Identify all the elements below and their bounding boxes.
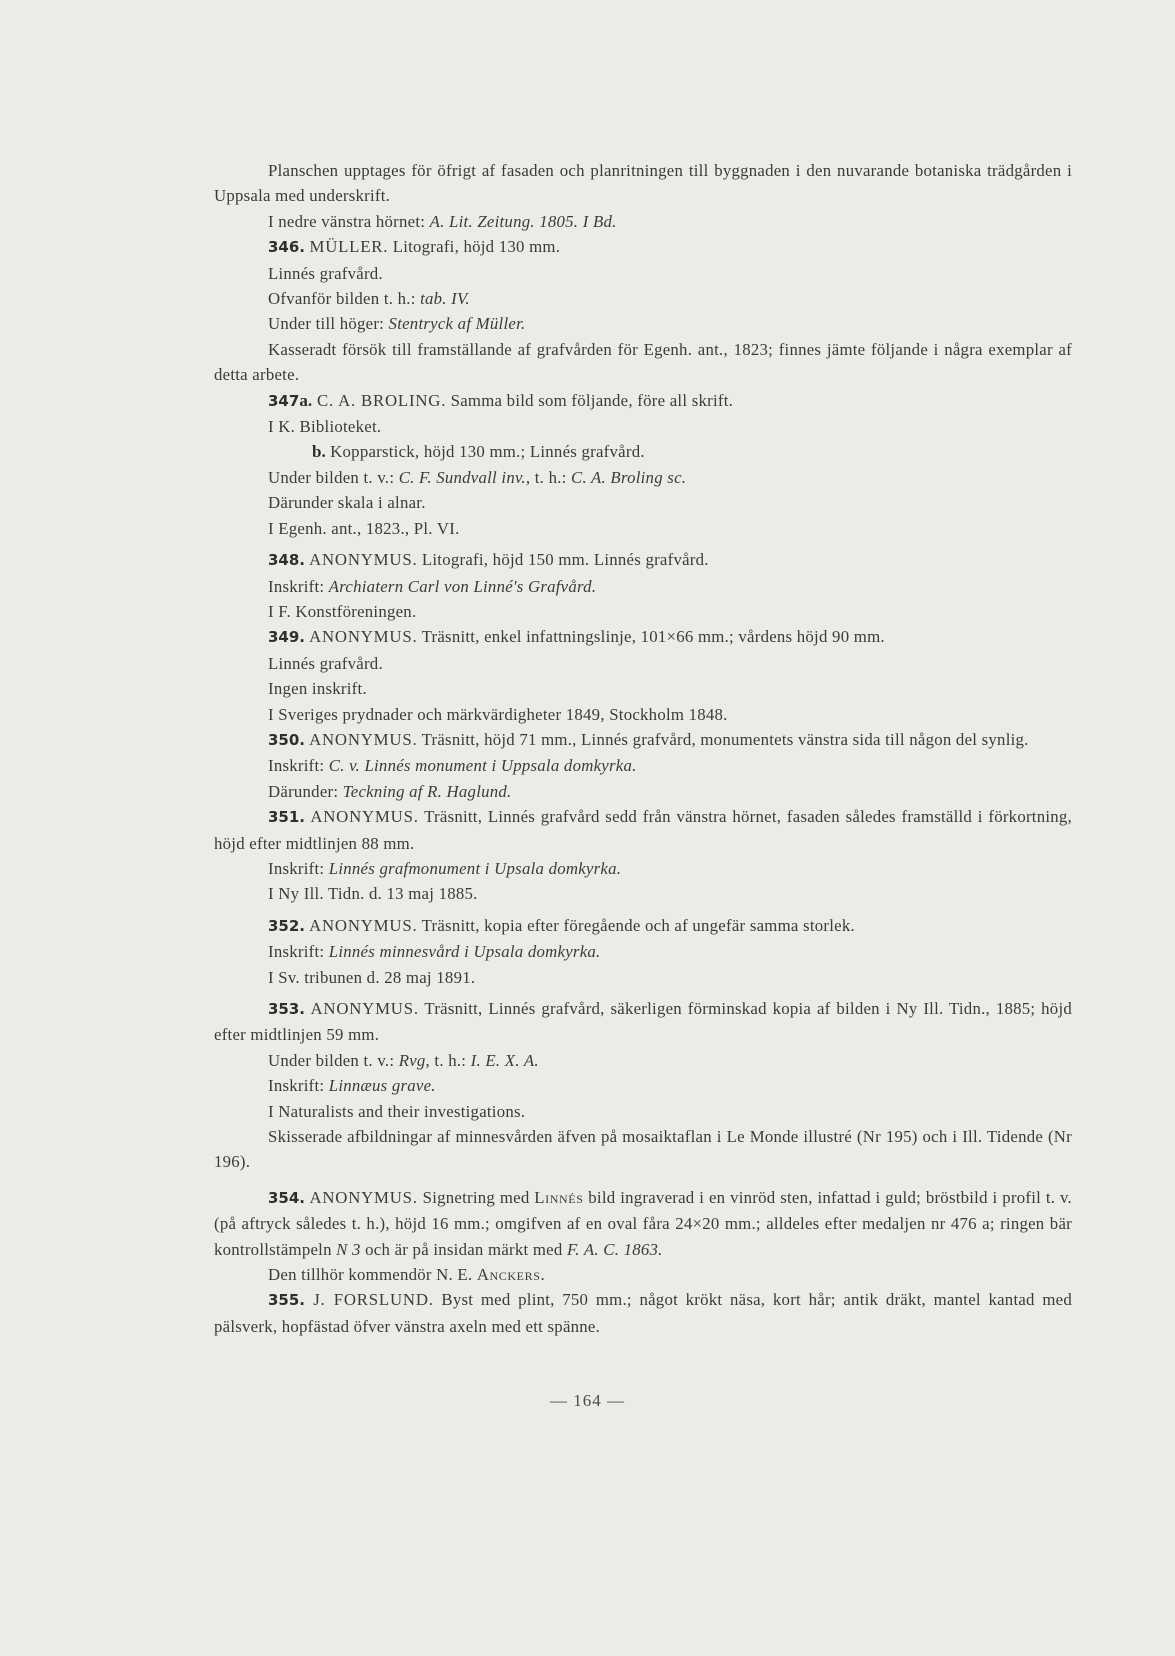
paragraph xyxy=(214,856,1072,881)
text-line: , t. h.: xyxy=(525,467,572,487)
entry-text: Kopparstick, höjd 130 mm.; Linnés grafvård. xyxy=(325,442,645,462)
entry-number: 348. xyxy=(268,551,306,570)
entry-347 xyxy=(214,388,1072,414)
entry-350 xyxy=(214,727,1072,753)
small-caps-name: Anckers. xyxy=(476,1265,546,1285)
paragraph xyxy=(214,516,1072,541)
text-line: I F. Konstföreningen. xyxy=(268,601,417,621)
text-line: I Sveriges prydnader och märkvärdigheter 1849, Stockholm 1848. xyxy=(268,704,728,724)
entry-text: Byst med plint, 750 mm.; något krökt näsa, kort hår; antik dräkt, mantel kantad med pälsverk, hopfästad öfver vänstra axeln med ett spänne. xyxy=(214,1290,1073,1336)
entry-artist: ANONYMUS. xyxy=(305,915,418,935)
italic-citation: N 3 xyxy=(336,1239,361,1259)
paragraph xyxy=(214,753,1072,778)
paragraph xyxy=(214,337,1072,388)
entry-artist: J. FORSLUND. xyxy=(305,1290,434,1310)
paragraph xyxy=(214,261,1072,286)
text-line: , t. h.: xyxy=(425,1050,471,1070)
entry-353 xyxy=(214,996,1072,1048)
entry-text: och är på insidan märkt med xyxy=(360,1239,567,1259)
paragraph xyxy=(214,1124,1072,1175)
entry-text: bild ingraverad i en vinröd sten, infattad i guld; bröstbild i profil t. v. (på aftryck således t. h.), höjd 16 mm.; omgifven af en oval fåra 24×20 mm.; alldeles efter medaljen nr 476 a; ringen bär kontrollstämpeln xyxy=(214,1187,1072,1259)
entry-number: 346. xyxy=(268,238,306,257)
entry-artist: MÜLLER. xyxy=(309,237,389,257)
paragraph xyxy=(214,1262,1072,1287)
text-line: I Egenh. ant., 1823., Pl. VI. xyxy=(268,518,460,538)
text-line: Skisserade afbildningar af minnesvården äfven på mosaiktaflan i Le Monde illustré (Nr 195) och i Ill. Tidende (Nr 196). xyxy=(214,1127,1072,1172)
paragraph xyxy=(214,311,1072,336)
paragraph xyxy=(214,965,1072,990)
text-line: Inskrift: xyxy=(268,942,329,962)
page-number: — 164 — xyxy=(550,1391,625,1410)
paragraph xyxy=(214,1099,1072,1124)
entry-351 xyxy=(214,804,1072,856)
entry-348 xyxy=(214,547,1072,573)
text-line: Under till höger: xyxy=(268,314,389,334)
body-text xyxy=(214,158,1072,1339)
italic-citation: C. A. Broling sc. xyxy=(571,467,687,487)
entry-text: Träsnitt, kopia efter föregående och af ungefär samma storlek. xyxy=(417,915,855,935)
text-line: Därunder skala i alnar. xyxy=(268,493,426,513)
entry-349 xyxy=(214,624,1072,650)
entry-355 xyxy=(214,1287,1072,1339)
entry-artist: ANONYMUS. xyxy=(305,807,419,827)
entry-352 xyxy=(214,913,1072,939)
entry-artist: ANONYMUS. xyxy=(305,627,418,647)
text-line: Ingen inskrift. xyxy=(268,679,367,699)
entry-number: 355. xyxy=(268,1291,306,1310)
italic-citation: Linnés minnesvård i Upsala domkyrka. xyxy=(328,942,601,962)
entry-number: 353. xyxy=(268,1000,306,1018)
entry-text: Träsnitt, höjd 71 mm., Linnés grafvård, monumentets vänstra sida till någon del synlig. xyxy=(417,729,1029,749)
italic-citation: Archiatern Carl von Linné's Grafvård. xyxy=(328,576,597,596)
text-line: Därunder: xyxy=(268,781,343,801)
entry-artist: ANONYMUS. xyxy=(305,999,419,1018)
text-line: I nedre vänstra hörnet: xyxy=(268,211,430,231)
entry-artist: ANONYMUS. xyxy=(305,1187,418,1207)
entry-artist: ANONYMUS. xyxy=(305,729,418,749)
paragraph xyxy=(214,286,1072,311)
paragraph xyxy=(214,676,1072,701)
paragraph xyxy=(214,702,1072,727)
text-line: Linnés grafvård. xyxy=(268,263,383,283)
entry-346 xyxy=(214,234,1072,260)
text-line: Ofvanför bilden t. h.: xyxy=(268,289,421,309)
paragraph xyxy=(214,490,1072,515)
entry-number: 347 xyxy=(268,391,300,410)
text-line: Linnés grafvård. xyxy=(268,653,383,673)
italic-citation: F. A. C. 1863. xyxy=(566,1239,663,1259)
italic-citation: C. F. Sundvall inv. xyxy=(398,467,526,487)
italic-citation: tab. IV. xyxy=(420,289,470,309)
paragraph-planschen xyxy=(214,158,1072,209)
entry-number: 350. xyxy=(268,730,306,749)
entry-text: Signetring med xyxy=(417,1187,535,1207)
text-line: Planschen upptages för öfrigt af fasaden och planritningen till byggnaden i den nuvarande botaniska trädgården i Uppsala med underskrift. xyxy=(214,161,1072,206)
entry-text: Träsnitt, Linnés grafvård sedd från vänstra hörnet, fasaden således framställd i förkortning, höjd efter midtlinjen 88 mm. xyxy=(214,807,1072,853)
entry-354 xyxy=(214,1185,1072,1262)
italic-citation: Rvg xyxy=(398,1050,426,1070)
paragraph xyxy=(214,939,1072,964)
text-line: I Naturalists and their investigations. xyxy=(268,1101,526,1121)
entry-number: 349. xyxy=(268,628,306,647)
italic-citation: Linnæus grave. xyxy=(328,1076,436,1096)
paragraph-nedre xyxy=(214,209,1072,234)
entry-sub-number: a. xyxy=(299,390,313,410)
italic-citation: C. v. Linnés monument i Uppsala domkyrka. xyxy=(328,756,637,776)
text-line: Kasseradt försök till framställande af grafvården för Egenh. ant., 1823; finnes jämte följande i några exemplar af detta arbete. xyxy=(214,339,1072,385)
paragraph xyxy=(214,574,1072,599)
entry-number: 354. xyxy=(268,1188,306,1207)
italic-citation: Linnés grafmonument i Upsala domkyrka. xyxy=(328,858,622,878)
entry-text: Litografi, höjd 150 mm. Linnés grafvård. xyxy=(417,550,709,570)
paragraph xyxy=(214,599,1072,624)
entry-text: Samma bild som följande, före all skrift. xyxy=(446,390,734,410)
small-caps-name: Linnés xyxy=(534,1187,584,1207)
text-line: Inskrift: xyxy=(268,576,329,596)
entry-347b xyxy=(214,439,1072,464)
text-line: Inskrift: xyxy=(268,1076,329,1096)
italic-citation: I. E. X. A. xyxy=(470,1050,539,1070)
paragraph xyxy=(214,465,1072,490)
text-line: Den tillhör kommendör N. E. xyxy=(268,1265,477,1285)
italic-citation: A. Lit. Zeitung. 1805. I Bd. xyxy=(429,211,617,231)
entry-text: Träsnitt, Linnés grafvård, säkerligen förminskad kopia af bilden i Ny Ill. Tidn., 1885; höjd efter midtlinjen 59 mm. xyxy=(214,999,1072,1045)
text-line: Under bilden t. v.: xyxy=(268,1050,399,1070)
paragraph xyxy=(214,651,1072,676)
entry-sub-number: b. xyxy=(312,442,326,462)
text-line: Under bilden t. v.: xyxy=(268,467,399,487)
entry-text: Litografi, höjd 130 mm. xyxy=(388,237,561,257)
paragraph xyxy=(214,1073,1072,1098)
text-line: Inskrift: xyxy=(268,858,329,878)
entry-text: Träsnitt, enkel infattningslinje, 101×66 mm.; vårdens höjd 90 mm. xyxy=(417,627,885,647)
italic-citation: Stentryck af Müller. xyxy=(388,314,526,334)
entry-artist: ANONYMUS. xyxy=(305,550,418,570)
entry-number: 352. xyxy=(268,916,306,935)
entry-number: 351. xyxy=(268,808,306,827)
text-line: I Sv. tribunen d. 28 maj 1891. xyxy=(268,967,476,987)
entry-artist: C. A. BROLING. xyxy=(312,390,447,410)
italic-citation: Teckning af R. Haglund. xyxy=(342,781,512,801)
text-line: I K. Biblioteket. xyxy=(268,417,382,437)
paragraph xyxy=(214,414,1072,439)
paragraph xyxy=(214,1048,1072,1073)
paragraph xyxy=(214,779,1072,804)
text-line: I Ny Ill. Tidn. d. 13 maj 1885. xyxy=(268,884,478,904)
text-line: Inskrift: xyxy=(268,756,329,776)
paragraph xyxy=(214,881,1072,906)
